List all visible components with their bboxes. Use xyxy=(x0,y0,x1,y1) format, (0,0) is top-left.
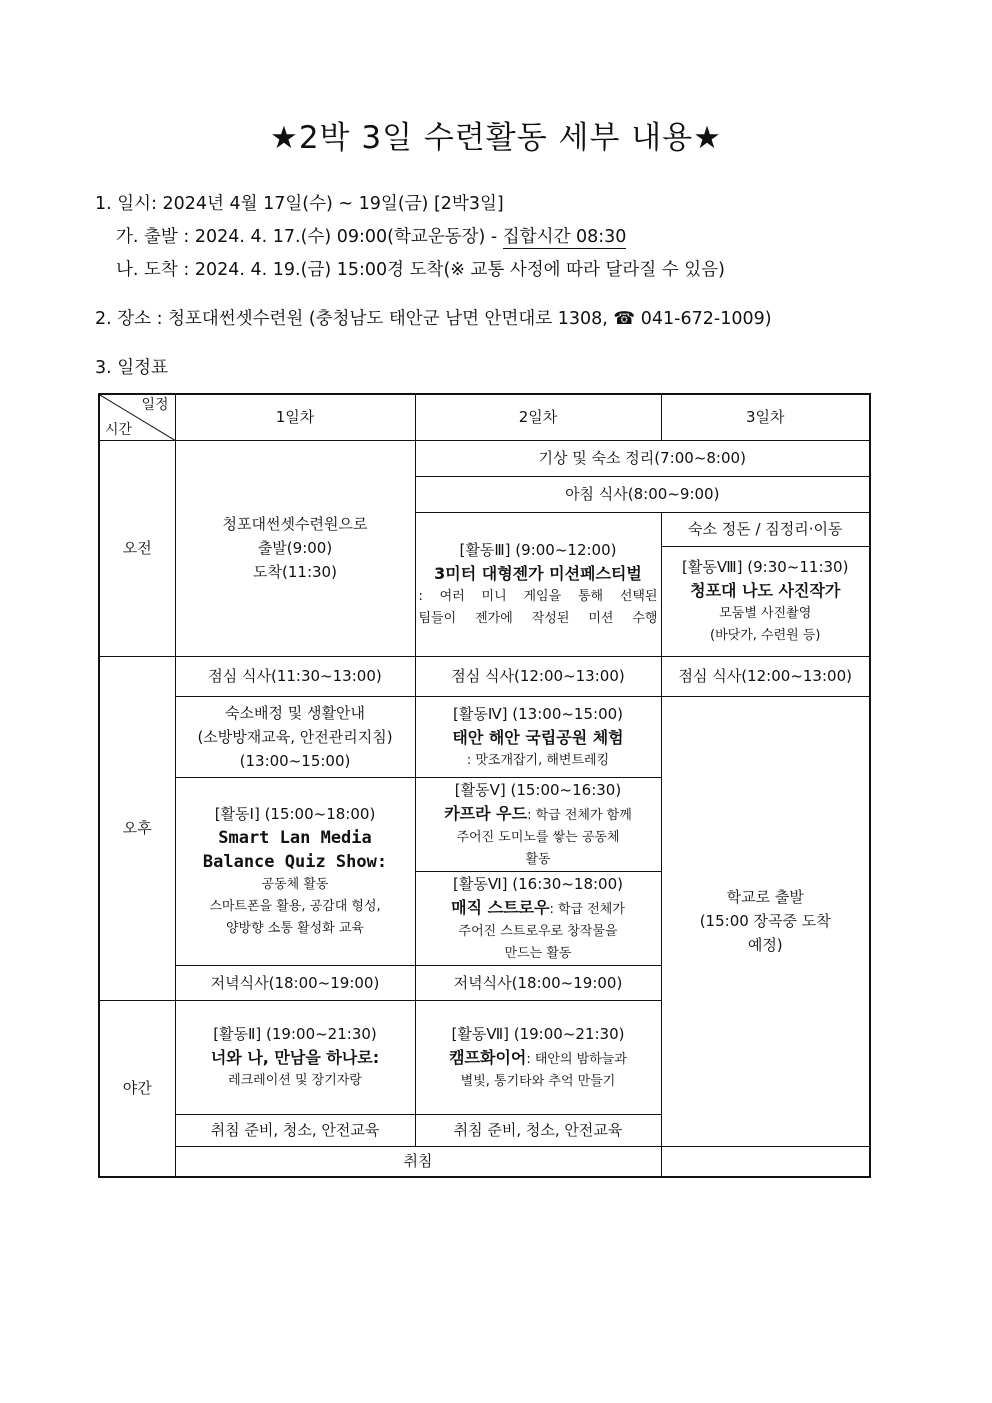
orient-line3: (13:00~15:00) xyxy=(239,751,351,770)
return-line1: 학교로 출발 xyxy=(726,888,804,906)
act7-title: 캠프화이어 xyxy=(449,1047,527,1067)
day3-return-cell xyxy=(661,696,870,1146)
act8-tag: [활동Ⅷ] (9:30~11:30) xyxy=(682,558,849,576)
orient-line2: (소방방재교육, 안전관리지침) xyxy=(197,727,393,746)
act5-desc1: : 학급 전체가 함께 xyxy=(527,807,632,823)
act1-tag: [활동Ⅰ] (15:00~18:00) xyxy=(214,805,376,823)
row-label-afternoon: 오후 xyxy=(99,656,175,1000)
day1-activity1-cell xyxy=(175,777,415,965)
act6-tag: [활동Ⅵ] (16:30~18:00) xyxy=(452,874,623,893)
act1-desc2: 스마트폰을 활용, 공감대 형성, xyxy=(209,899,381,914)
day23-breakfast-cell: 아침 식사(8:00~9:00) xyxy=(415,476,870,512)
page-title: ★2박 3일 수련활동 세부 내용★ xyxy=(270,120,722,156)
act7-tag: [활동Ⅶ] (19:00~21:30) xyxy=(451,1024,625,1043)
day2-activity6-cell xyxy=(415,871,661,965)
day2-lunch-cell: 점심 식사(12:00~13:00) xyxy=(415,656,661,696)
header-day1: 1일차 xyxy=(175,394,415,440)
day1-dinner-cell: 저녁식사(18:00~19:00) xyxy=(175,965,415,1000)
act1-title2: Balance Quiz Show xyxy=(202,852,377,872)
date-line: 1. 일시: 2024년 4월 17일(수) ~ 19일(금) [2박3일] xyxy=(95,194,504,214)
day1-activity2-cell xyxy=(175,1000,415,1114)
orient-line1: 숙소배정 및 생활안내 xyxy=(225,703,365,722)
act3-tag: [활동Ⅲ] (9:00~12:00) xyxy=(459,541,617,559)
act1-desc1: 공동체 활동 xyxy=(261,877,329,892)
day23-wake-cell: 기상 및 숙소 정리(7:00~8:00) xyxy=(415,440,870,476)
row-label-night: 야간 xyxy=(99,1000,175,1177)
day3-checkout-cell: 숙소 정돈 / 짐정리·이동 xyxy=(661,512,870,546)
day1-depart-line2: 출발(9:00) xyxy=(257,539,333,557)
day2-activity5-cell xyxy=(415,777,661,871)
act8-desc1: 모둠별 사진촬영 xyxy=(719,606,812,621)
act1-title1: Smart Lan Media xyxy=(218,828,372,848)
header-schedule-label: 일정 xyxy=(141,397,169,413)
arrival-line: 나. 도착 : 2024. 4. 19.(금) 15:00경 도착(※ 교통 사정에 따라 달라질 수 있음) xyxy=(116,260,725,280)
schedule-heading: 3. 일정표 xyxy=(95,358,168,378)
schedule-table xyxy=(98,393,871,1178)
act3-desc1: : 여러 미니 게임을 통해 선택된 xyxy=(418,589,658,604)
day1-orientation-cell xyxy=(175,696,415,777)
act4-tag: [활동Ⅳ] (13:00~15:00) xyxy=(452,704,624,723)
act5-desc3: 활동 xyxy=(525,851,551,867)
act2-tag: [활동Ⅱ] (19:00~21:30) xyxy=(213,1025,377,1043)
departure-line xyxy=(116,223,626,248)
act7-desc1: : 태안의 밤하늘과 xyxy=(526,1051,627,1067)
act4-desc: : 맛조개잡기, 해변트레킹 xyxy=(466,752,610,768)
row-label-morning: 오전 xyxy=(99,440,175,656)
act6-desc1: : 학급 전체가 xyxy=(549,901,625,917)
day2-activity7-cell xyxy=(415,1000,661,1114)
return-line3: 예정) xyxy=(747,936,783,954)
act6-title: 매직 스트로우 xyxy=(451,897,550,917)
day2-activity4-cell xyxy=(415,696,661,777)
departure-text: 가. 출발 : 2024. 4. 17.(수) 09:00(학교운동장) - xyxy=(116,227,503,247)
act1-desc3: 양방향 소통 활성화 교육 xyxy=(226,921,364,936)
gather-time: 집합시간 08:30 xyxy=(502,227,627,247)
act1-colon: : xyxy=(376,852,388,872)
act2-title: 너와 나, 만남을 하나로 xyxy=(210,1048,373,1067)
day1-depart-line3: 도착(11:30) xyxy=(253,563,337,581)
act5-tag: [활동Ⅴ] (15:00~16:30) xyxy=(454,780,622,799)
act8-title: 청포대 나도 사진작가 xyxy=(690,581,841,600)
act2-desc: 레크레이션 및 장기자랑 xyxy=(228,1073,362,1088)
location-line: 2. 장소 : 청포대썬셋수련원 (충청남도 태안군 남면 안면대로 1308, ☎ 041-672-1009) xyxy=(95,309,772,329)
act5-desc2: 주어진 도미노를 쌓는 공동체 xyxy=(456,829,620,845)
day3-activity8-cell xyxy=(661,546,870,656)
header-day3: 3일차 xyxy=(661,394,870,440)
sleep-cell: 취침 xyxy=(175,1146,661,1177)
act4-title: 태안 해안 국립공원 체험 xyxy=(452,727,624,747)
act5-title: 카프라 우드 xyxy=(444,803,528,823)
day1-departure-cell xyxy=(175,440,415,656)
header-corner-cell xyxy=(99,394,175,440)
header-day2: 2일차 xyxy=(415,394,661,440)
act6-desc2: 주어진 스트로우로 창작물을 xyxy=(458,923,618,939)
act3-title: 3미터 대형젠가 미션페스티벌 xyxy=(434,564,642,583)
act7-desc2: 별빛, 통기타와 추억 만들기 xyxy=(460,1073,616,1089)
day2-bedprep-cell: 취침 준비, 청소, 안전교육 xyxy=(415,1114,661,1146)
day1-depart-line1: 청포대썬셋수련원으로 xyxy=(222,515,368,533)
return-line2: (15:00 장곡중 도착 xyxy=(699,912,831,930)
header-time-label: 시간 xyxy=(105,421,133,438)
day1-lunch-cell: 점심 식사(11:30~13:00) xyxy=(175,656,415,696)
day3-lunch-cell: 점심 식사(12:00~13:00) xyxy=(661,656,870,696)
day2-dinner-cell: 저녁식사(18:00~19:00) xyxy=(415,965,661,1000)
day2-activity3-cell xyxy=(415,512,661,656)
act8-desc2: (바닷가, 수련원 등) xyxy=(710,628,821,643)
act2-colon: : xyxy=(372,1048,380,1067)
day1-bedprep-cell: 취침 준비, 청소, 안전교육 xyxy=(175,1114,415,1146)
act6-desc3: 만드는 활동 xyxy=(504,945,572,961)
act3-desc2: 팀들이 젠가에 작성된 미션 수행 xyxy=(418,611,658,626)
